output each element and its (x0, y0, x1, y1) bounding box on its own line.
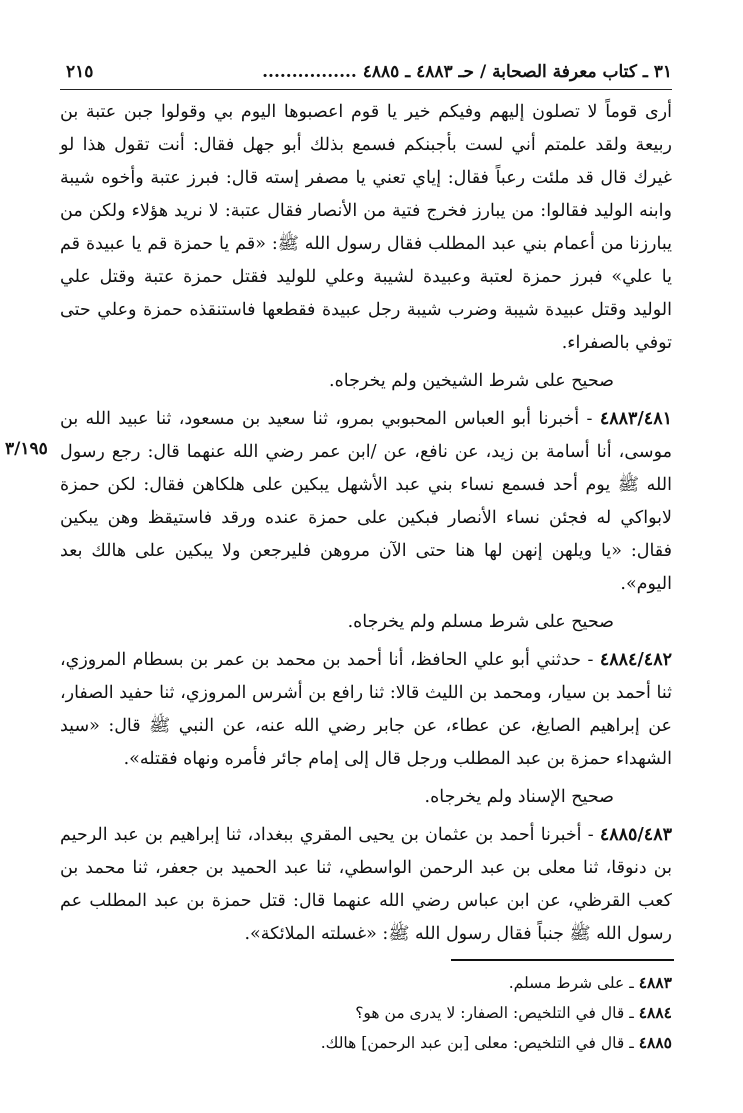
main-text (60, 96, 672, 951)
paragraph-continuation: أرى قوماً لا تصلون إليهم وفيكم خير يا قوم اعصبوها اليوم بي وقولوا جبن عتبة بن ربيعة ولقد علمتم أني لست بأجبنكم فسمع بذلك أبو جهل فقال: أنت تقول هذا لو غيرك قال قد ملئت رعباً فقال: إياي تعني يا مصفر إسته قال: فبرز عتبة وأخوه شيبة وابنه الوليد فقالوا: من يبارز فخرج فتية من الأنصار فقال عتبة: لا نريد هؤلاء ولكن من يبارزنا من أعمام بني عبد المطلب فقال رسول الله ﷺ: «قم يا حمزة قم يا عبيدة قم يا علي» فبرز حمزة لعتبة وعبيدة لشيبة وعلي للوليد فقتل حمزة عتبة وقتل علي الوليد وقتل عبيدة شيبة وضرب شيبة رجل عبيدة فقطعها فاستنقذه حمزة وعلي حتى توفي بالصفراء. (60, 102, 672, 353)
hadith-number: ٤٨٨٥/٤٨٣ (599, 825, 672, 845)
footnote-number: ٤٨٨٤ (638, 1003, 672, 1022)
page-number: ٢١٥ (66, 62, 94, 82)
footnote-text: ـ على شرط مسلم. (508, 974, 639, 992)
footnote (72, 1028, 672, 1058)
footnote (72, 998, 672, 1028)
footnote-number: ٤٨٨٣ (638, 973, 672, 992)
running-header (60, 58, 672, 90)
hadith-4883 (60, 403, 672, 601)
margin-reference: ٣/١٩٥ (5, 439, 48, 459)
grading-note: صحيح على شرط الشيخين ولم يخرجاه. (329, 371, 614, 391)
hadith-number: ٤٨٨٤/٤٨٢ (599, 650, 672, 670)
grading-note: صحيح الإسناد ولم يخرجاه. (424, 787, 614, 807)
hadith-4885 (60, 819, 672, 951)
footnote-divider (451, 959, 674, 961)
footnote (72, 968, 672, 998)
hadith-text: - أخبرنا أبو العباس المحبوبي بمرو، ثنا سعيد بن مسعود، ثنا عبيد الله بن موسى، أنا أسامة بن زيد، عن نافع، عن /ابن عمر رضي الله عنهما قال: رجع رسول الله ﷺ يوم أحد فسمع نساء بني عبد الأشهل يبكين على هلكاهن فقال: لكن حمزة لابواكي له فجئن نساء الأنصار فبكين على حمزة عنده ورقد فاستيقظ وهن يبكين فقال: «يا ويلهن إنهن لها هنا حتى الآن مروهن فليرجعن ولا يبكين على هالك بعد اليوم». (60, 409, 673, 594)
footnote-text: ـ قال في التلخيص: معلى [بن عبد الرحمن] هالك. (320, 1034, 639, 1052)
hadith-text: - حدثني أبو علي الحافظ، أنا أحمد بن محمد بن عمر بن بسطام المروزي، ثنا أحمد بن سيار، ومحمد بن الليث قالا: ثنا رافع بن أشرس المروزي، ثنا حفيد الصفار، عن إبراهيم الصايغ، عن عطاء، عن جابر رضي الله عنه، عن النبي ﷺ قال: «سيد الشهداء حمزة بن عبد المطلب ورجل قال إلى إمام جائر فأمره ونهاه فقتله». (60, 650, 672, 769)
hadith-text: - أخبرنا أحمد بن عثمان بن يحيى المقري ببغداد، ثنا إبراهيم بن عبد الرحيم بن دنوقا، ثنا معلى بن عبد الرحمن الواسطي، ثنا عبد الحميد بن جعفر، ثنا محمد بن كعب القرظي، عن ابن عباس رضي الله عنهما قال: قتل حمزة بن عبد المطلب عم رسول الله ﷺ جنباً فقال رسول الله ﷺ: «غسلته الملائكة». (60, 825, 672, 944)
hadith-number: ٤٨٨٣/٤٨١ (599, 409, 672, 429)
grading-note: صحيح على شرط مسلم ولم يخرجاه. (347, 612, 614, 632)
footnotes (72, 968, 672, 1058)
footnote-number: ٤٨٨٥ (638, 1033, 672, 1052)
hadith-4884 (60, 644, 672, 776)
header-title: ٣١ ـ كتاب معرفة الصحابة / حـ ٤٨٨٣ ـ ٤٨٨٥ ................ (262, 62, 672, 82)
header-rule (60, 89, 672, 90)
footnote-text: ـ قال في التلخيص: الصفار: لا يدرى من هو؟ (355, 1004, 639, 1022)
